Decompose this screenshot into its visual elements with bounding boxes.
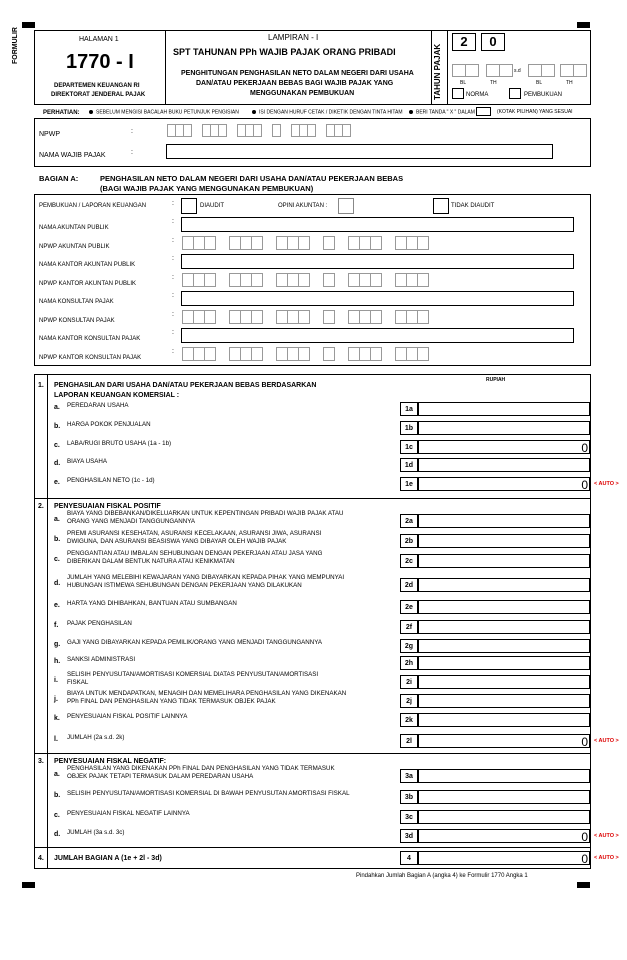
section4-title: JUMLAH BAGIAN A (1e + 2l - 3d) (54, 855, 162, 862)
tidak-diaudit-checkbox[interactable] (433, 198, 449, 214)
auto-3d: < AUTO > (594, 833, 619, 839)
code-2g: 2g (400, 639, 418, 653)
code-2d: 2d (400, 578, 418, 592)
subtitle-line3: MENGGUNAKAN PEMBUKUAN (250, 90, 355, 97)
item-1b-letter: b. (54, 423, 61, 430)
code-2b: 2b (400, 534, 418, 548)
opini-input[interactable] (338, 198, 354, 214)
code-1d: 1d (400, 458, 418, 472)
amount-2b[interactable] (418, 534, 590, 548)
audit-npwp-kantor-akuntan-input[interactable] (182, 273, 428, 287)
item-2k-label: PENYESUAIAN FISKAL POSITIF LAINNYA (67, 713, 188, 720)
section1-number: 1. (38, 382, 44, 389)
amount-2h[interactable] (418, 656, 590, 670)
amount-1c-value: 0 (581, 441, 588, 455)
amount-2l-value: 0 (581, 735, 588, 749)
item-2c-letter: c. (54, 556, 60, 563)
perhatian-label: PERHATIAN: (43, 110, 80, 116)
amount-2f[interactable] (418, 620, 590, 634)
item-3a-label-2: OBJEK PAJAK TETAPI TERMASUK DALAM PEREDARAN USAHA (67, 773, 254, 780)
code-3a: 3a (400, 769, 418, 783)
amount-1d[interactable] (418, 458, 590, 472)
item-1d-letter: d. (54, 460, 61, 467)
item-3b-letter: b. (54, 792, 61, 799)
amount-1a[interactable] (418, 402, 590, 416)
item-3d-label: JUMLAH (3a s.d. 3c) (67, 829, 125, 836)
amount-2a[interactable] (418, 514, 590, 528)
code-1e: 1e (400, 477, 418, 491)
audit-pembukuan-label: PEMBUKUAN / LAPORAN KEUANGAN (39, 203, 147, 209)
item-2f-label: PAJAK PENGHASILAN (67, 620, 132, 627)
perhatian-checkbox-example (476, 107, 491, 116)
item-2b-letter: b. (54, 536, 61, 543)
pembukuan-checkbox[interactable] (509, 88, 521, 99)
item-1e-label: PENGHASILAN NETO (1c - 1d) (67, 477, 155, 484)
formulir-label: FORMULIR (12, 27, 19, 64)
audit-nama-akuntan-label: NAMA AKUNTAN PUBLIK (39, 225, 109, 231)
diaudit-label: DIAUDIT (200, 203, 224, 209)
tahun-pajak-label: TAHUN PAJAK (433, 43, 442, 100)
norma-label: NORMA (466, 92, 489, 98)
amount-3a[interactable] (418, 769, 590, 783)
code-3c: 3c (400, 810, 418, 824)
code-1c: 1c (400, 440, 418, 454)
code-2l: 2l (400, 734, 418, 748)
item-1a-letter: a. (54, 404, 60, 411)
code-1a: 1a (400, 402, 418, 416)
th-label-2: TH (566, 80, 573, 86)
audit-nama-akuntan-input[interactable] (181, 217, 574, 232)
bagian-a-title2: (BAGI WAJIB PAJAK YANG MENGGUNAKAN PEMBUKUAN) (100, 184, 314, 193)
item-2e-label: HARTA YANG DIHIBAHKAN, BANTUAN ATAU SUMBANGAN (67, 600, 237, 607)
amount-3b[interactable] (418, 790, 590, 804)
item-2h-letter: h. (54, 658, 61, 665)
item-2l-label: JUMLAH (2a s.d. 2k) (67, 734, 125, 741)
page-title: SPT TAHUNAN PPh WAJIB PAJAK ORANG PRIBADI (173, 47, 396, 57)
perhatian-3: BERI TANDA " X " DALAM (409, 110, 475, 115)
audit-npwp-kantor-konsultan-input[interactable] (182, 347, 428, 361)
item-2a-letter: a. (54, 516, 60, 523)
audit-npwp-kantor-konsultan-label: NPWP KANTOR KONSULTAN PAJAK (39, 355, 142, 361)
amount-2k[interactable] (418, 713, 590, 727)
opini-label: OPINI AKUNTAN : (278, 203, 328, 209)
npwp-colon: : (131, 128, 133, 135)
amount-2e[interactable] (418, 600, 590, 614)
audit-npwp-akuntan-colon: : (172, 237, 174, 244)
audit-npwp-konsultan-colon: : (172, 311, 174, 318)
code-2k: 2k (400, 713, 418, 727)
audit-colon: : (172, 200, 174, 207)
year-digit-1[interactable]: 2 (452, 33, 476, 51)
item-2c-label: PENGGANTIAN ATAU IMBALAN SEHUBUNGAN DENGAN PEKERJAAN ATAU JASA YANG (67, 550, 323, 557)
code-2a: 2a (400, 514, 418, 528)
section3-title: PENYESUAIAN FISKAL NEGATIF: (54, 758, 167, 765)
audit-nama-konsultan-colon: : (172, 292, 174, 299)
audit-npwp-konsultan-input[interactable] (182, 310, 428, 324)
npwp-label: NPWP (39, 131, 60, 138)
item-3d-letter: d. (54, 831, 61, 838)
item-2a-label: BIAYA YANG DIBEBANKAN/DIKELUARKAN UNTUK KEPENTINGAN PRIBADI WAJIB PAJAK ATAU (67, 510, 344, 517)
code-3b: 3b (400, 790, 418, 804)
period-start-boxes[interactable] (452, 64, 512, 77)
section2-title: PENYESUAIAN FISKAL POSITIF (54, 503, 161, 510)
amount-2i[interactable] (418, 675, 590, 689)
item-2i-label: SELISIH PENYUSUTAN/AMORTISASI KOMERSIAL DIATAS PENYUSUTAN/AMORTISASI (67, 671, 319, 678)
code-2j: 2j (400, 694, 418, 708)
item-2k-letter: k. (54, 715, 60, 722)
auto-1e: < AUTO > (594, 481, 619, 487)
subtitle-line1: PENGHITUNGAN PENGHASILAN NETO DALAM NEGERI DARI USAHA (181, 70, 414, 77)
audit-nama-kantor-konsultan-input[interactable] (181, 328, 574, 343)
item-3b-label: SELISIH PENYUSUTAN/AMORTISASI KOMERSIAL DI BAWAH PENYUSUTAN AMORTISASI FISKAL (67, 790, 350, 797)
item-2d-letter: d. (54, 580, 61, 587)
audit-npwp-konsultan-label: NPWP KONSULTAN PAJAK (39, 318, 115, 324)
diaudit-checkbox[interactable] (181, 198, 197, 214)
item-1d-label: BIAYA USAHA (67, 458, 108, 465)
section3-number: 3. (38, 758, 44, 765)
npwp-input[interactable] (167, 124, 350, 137)
item-2g-letter: g. (54, 641, 61, 648)
amount-3d-value: 0 (581, 830, 588, 844)
item-1a-label: PEREDARAN USAHA (67, 402, 129, 409)
section2-number: 2. (38, 503, 44, 510)
amount-4-value: 0 (581, 852, 588, 866)
item-2i-letter: i. (54, 677, 58, 684)
halaman-label: HALAMAN 1 (79, 36, 119, 43)
perhatian-2: ISI DENGAN HURUF CETAK / DIKETIK DENGAN TINTA HITAM (252, 110, 403, 115)
item-3c-label: PENYESUAIAN FISKAL NEGATIF LAINNYA (67, 810, 190, 817)
audit-nama-kantor-akuntan-label: NAMA KANTOR AKUNTAN PUBLIK (39, 262, 136, 268)
item-2d-label-2: HUBUNGAN ISTIMEWA SEHUBUNGAN DENGAN PEKERJAAN YANG DILAKUKAN (67, 582, 302, 589)
amount-1b[interactable] (418, 421, 590, 435)
item-2d-label: JUMLAH YANG MELEBIHI KEWAJARAN YANG DIBAYARKAN KEPADA PIHAK YANG MEMPUNYAI (67, 574, 345, 581)
section4-number: 4. (38, 855, 44, 862)
bagian-a-title1: PENGHASILAN NETO DALAM NEGERI DARI USAHA DAN/ATAU PEKERJAAN BEBAS (100, 174, 404, 183)
item-2g-label: GAJI YANG DIBAYARKAN KEPADA PEMILIK/ORANG YANG MENJADI TANGGUNGANNYA (67, 639, 322, 646)
lampiran-label: LAMPIRAN - I (268, 33, 319, 42)
bl-label-1: BL (460, 80, 467, 86)
amount-2c[interactable] (418, 554, 590, 568)
section1-title1: PENGHASILAN DARI USAHA DAN/ATAU PEKERJAAN BEBAS BERDASARKAN (54, 382, 317, 389)
item-2j-label: BIAYA UNTUK MENDAPATKAN, MENAGIH DAN MEMELIHARA PENGHASILAN YANG DIKENAKAN (67, 690, 347, 697)
bagian-a-label: BAGIAN A: (39, 174, 79, 183)
audit-nama-konsultan-input[interactable] (181, 291, 574, 306)
item-3a-label: PENGHASILAN YANG DIKENAKAN PPh FINAL DAN PENGHASILAN YANG TIDAK TERMASUK (67, 765, 335, 772)
subtitle-line2: DAN/ATAU PEKERJAAN BEBAS BAGI WAJIB PAJAK YANG (196, 80, 394, 87)
corner-mark-tl (22, 22, 35, 28)
item-1c-label: LABA/RUGI BRUTO USAHA (1a - 1b) (67, 440, 172, 447)
year-digit-2[interactable]: 0 (481, 33, 505, 51)
audit-npwp-kantor-akuntan-colon: : (172, 274, 174, 281)
audit-nama-konsultan-label: NAMA KONSULTAN PAJAK (39, 299, 114, 305)
audit-nama-kantor-akuntan-input[interactable] (181, 254, 574, 269)
item-2b-label-2: DWIGUNA, DAN ASURANSI BEASISWA YANG DIBAYAR OLEH WAJIB PAJAK (67, 538, 287, 545)
item-2e-letter: e. (54, 602, 60, 609)
auto-4: < AUTO > (594, 855, 619, 861)
dept-line2: DIREKTORAT JENDERAL PAJAK (51, 92, 146, 98)
item-1c-letter: c. (54, 442, 60, 449)
item-2i-label-2: FISKAL (67, 679, 89, 686)
auto-2l: < AUTO > (594, 738, 619, 744)
audit-nama-akuntan-colon: : (172, 218, 174, 225)
norma-checkbox[interactable] (452, 88, 464, 99)
audit-npwp-akuntan-label: NPWP AKUNTAN PUBLIK (39, 244, 110, 250)
code-4: 4 (400, 851, 418, 865)
form-number: 1770 - I (66, 51, 134, 73)
footer-note: Pindahkan Jumlah Bagian A (angka 4) ke Formulir 1770 Angka 1 (356, 873, 528, 879)
amount-3c[interactable] (418, 810, 590, 824)
item-1b-label: HARGA POKOK PENJUALAN (67, 421, 151, 428)
item-2j-letter: j. (54, 696, 58, 703)
item-2c-label-2: DIBERIKAN DALAM BENTUK NATURA ATAU KENIKMATAN (67, 558, 235, 565)
item-3c-letter: c. (54, 812, 60, 819)
code-2c: 2c (400, 554, 418, 568)
tidak-diaudit-label: TIDAK DIAUDIT (451, 203, 495, 209)
item-2b-label: PREMI ASURANSI KESEHATAN, ASURANSI KECELAKAAN, ASURANSI JIWA, ASURANSI (67, 530, 322, 537)
item-3a-letter: a. (54, 771, 60, 778)
code-1b: 1b (400, 421, 418, 435)
nama-label: NAMA WAJIB PAJAK (39, 152, 106, 159)
audit-npwp-akuntan-input[interactable] (182, 236, 428, 250)
bl-label-2: BL (536, 80, 543, 86)
code-2e: 2e (400, 600, 418, 614)
item-1e-letter: e. (54, 479, 60, 486)
nama-colon: : (131, 149, 133, 156)
sd-label: s.d (514, 68, 521, 74)
corner-mark-br (577, 882, 590, 888)
item-2h-label: SANKSI ADMINISTRASI (67, 656, 136, 663)
code-2f: 2f (400, 620, 418, 634)
amount-2j[interactable] (418, 694, 590, 708)
item-2j-label-2: PPh FINAL DAN PENGHASILAN YANG TIDAK TERMASUK OBJEK PAJAK (67, 698, 276, 705)
corner-mark-bl (22, 882, 35, 888)
nama-wajib-pajak-input[interactable] (166, 144, 553, 159)
code-3d: 3d (400, 829, 418, 843)
dept-line1: DEPARTEMEN KEUANGAN RI (54, 83, 140, 89)
audit-nama-kantor-konsultan-colon: : (172, 329, 174, 336)
audit-nama-kantor-akuntan-colon: : (172, 255, 174, 262)
amount-1e-value: 0 (581, 478, 588, 492)
th-label-1: TH (490, 80, 497, 86)
corner-mark-tr (577, 22, 590, 28)
audit-nama-kantor-konsultan-label: NAMA KANTOR KONSULTAN PAJAK (39, 336, 141, 342)
audit-npwp-kantor-akuntan-label: NPWP KANTOR AKUNTAN PUBLIK (39, 281, 137, 287)
item-2f-letter: f. (54, 622, 59, 629)
amount-2g[interactable] (418, 639, 590, 653)
item-2a-label-2: ORANG YANG MENJADI TANGGUNGANNYA (67, 518, 196, 525)
perhatian-1: SEBELUM MENGISI BACALAH BUKU PETUNJUK PENGISIAN (89, 110, 239, 115)
pembukuan-label: PEMBUKUAN (524, 92, 563, 98)
item-2l-letter: l. (54, 736, 58, 743)
amount-2d[interactable] (418, 578, 590, 592)
perhatian-4: (KOTAK PILIHAN) YANG SESUAI (497, 109, 573, 115)
code-2h: 2h (400, 656, 418, 670)
audit-npwp-kantor-konsultan-colon: : (172, 348, 174, 355)
rupiah-header: RUPIAH (486, 377, 506, 383)
period-end-boxes[interactable] (528, 64, 586, 77)
code-2i: 2i (400, 675, 418, 689)
section1-title2: LAPORAN KEUANGAN KOMERSIAL : (54, 392, 180, 399)
